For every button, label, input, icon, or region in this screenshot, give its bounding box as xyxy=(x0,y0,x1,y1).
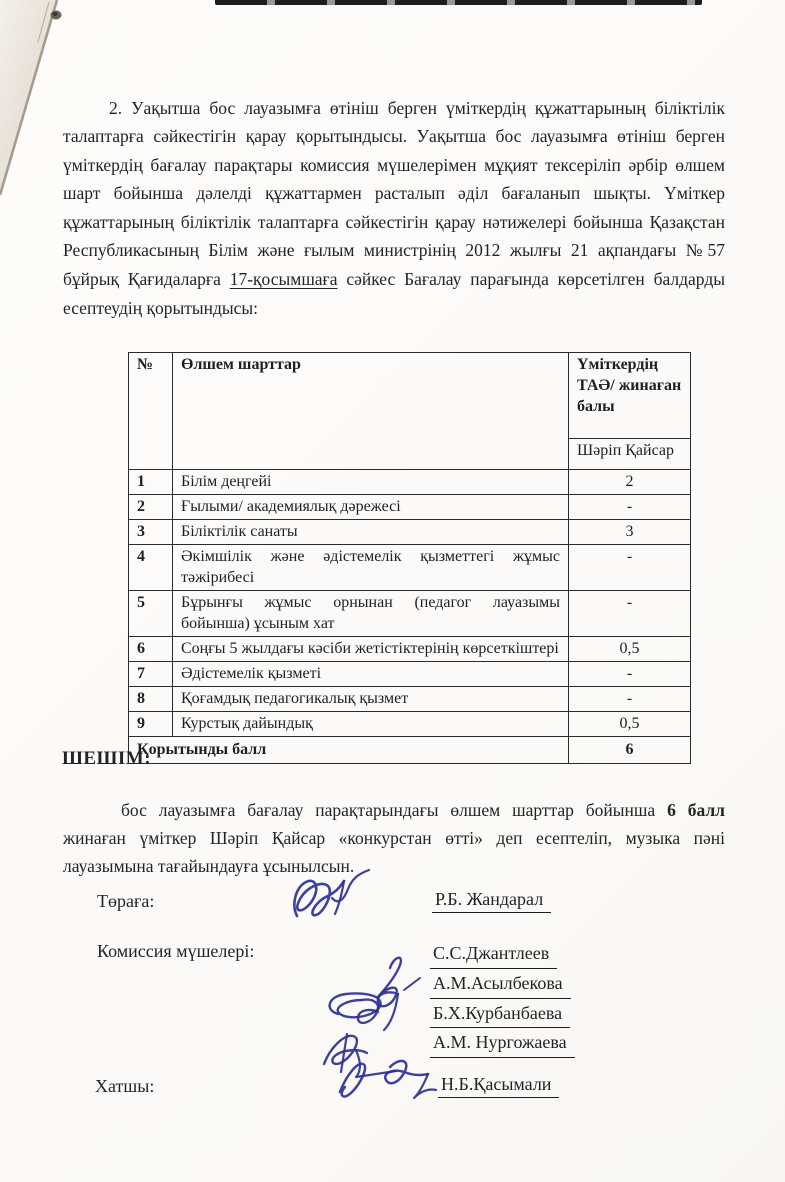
candidate-name-cell: Шәріп Қайсар xyxy=(569,439,691,470)
staple-hole-icon xyxy=(51,11,62,20)
table-header-row xyxy=(129,353,691,439)
row-number-cell: 8 xyxy=(129,687,173,712)
criteria-cell: Әкімшілік және әдістемелік қызметтегі жұмыс тәжірибесі xyxy=(173,545,569,591)
score-cell: - xyxy=(569,495,691,520)
decision-score-bold: 6 балл xyxy=(667,799,725,820)
table-row xyxy=(129,687,691,712)
scan-top-edge-artifact xyxy=(215,0,702,5)
commission-names-list xyxy=(430,939,575,1058)
commission-member-name: Б.Х.Курбанбаева xyxy=(430,999,570,1029)
score-cell: 0,5 xyxy=(569,712,691,737)
score-cell: - xyxy=(569,687,691,712)
decision-text-part1: бос лауазымға бағалау парақтарындағы өлшем шарттар бойынша xyxy=(121,799,668,820)
document-paragraph xyxy=(63,94,725,323)
scores-table xyxy=(128,352,691,764)
secretary-name: Н.Б.Қасымали xyxy=(438,1074,559,1098)
appendix-underlined-text: 17-қосымшаға xyxy=(229,269,338,290)
row-number-cell: 6 xyxy=(129,637,173,662)
table-row xyxy=(129,591,691,637)
commission-label: Комиссия мүшелері: xyxy=(97,941,255,961)
score-cell: - xyxy=(569,591,691,637)
commission-member-name: А.М. Нургожаева xyxy=(430,1028,575,1058)
commission-member-name: С.С.Джантлеев xyxy=(430,939,557,969)
decision-heading: ШЕШІМ: xyxy=(62,748,152,769)
decision-text-part2: жинаған үміткер Шәріп Қайсар «конкурстан өтті» деп есептеліп, музыка пәні лауазымына тағайындауға ұсынылсын. xyxy=(63,827,725,877)
criteria-cell: Қоғамдық педагогикалық қызмет xyxy=(173,687,569,712)
total-score-cell: 6 xyxy=(569,737,691,764)
table-row xyxy=(129,470,691,495)
total-label-cell: Қорытынды балл xyxy=(129,737,569,764)
chairman-name: Р.Б. Жандарал xyxy=(432,889,551,913)
table-row xyxy=(129,545,691,591)
table-row xyxy=(129,662,691,687)
score-cell: - xyxy=(569,662,691,687)
row-number-cell: 7 xyxy=(129,662,173,687)
criteria-cell: Курстық дайындық xyxy=(173,712,569,737)
paragraph-text-part1: 2. Уақытша бос лауазымға өтініш берген үміткердің құжаттарының біліктілік талаптарға сәйкестігін қарау қорытындысы. Уақытша бос лауазымға өтініш берген үміткердің бағалау парақтары комиссия мүшелерімен мұқият тексеріліп әрбір өлшем шарт бойынша дәлелді құжаттармен расталып әділ бағаланып шықты. Үміткер құжаттарының біліктілік талаптарға сәйкестігін қарау нәтижелері бойынша Қазақстан Республикасының Білім және ғылым министрінің 2012 жылғы 21 ақпандағы №57 бұйрық Қағидаларға xyxy=(63,97,725,290)
paragraph-text-part2: сәйкес Бағалау парағында көрсетілген балдарды есептеудің қорытындысы: xyxy=(63,269,725,318)
table-row xyxy=(129,520,691,545)
criteria-cell: Біліктілік санаты xyxy=(173,520,569,545)
row-number-cell: 3 xyxy=(129,520,173,545)
chairman-signature xyxy=(283,868,375,935)
row-number-cell: 5 xyxy=(129,591,173,637)
table-row xyxy=(129,495,691,520)
header-candidate-cell: Үміткердің ТАӘ/ жинаған балы xyxy=(569,353,691,439)
row-number-cell: 4 xyxy=(129,545,173,591)
score-cell: 0,5 xyxy=(569,637,691,662)
row-number-cell: 1 xyxy=(129,470,173,495)
secretary-signature xyxy=(328,1050,446,1113)
commission-member-name: А.М.Асылбекова xyxy=(430,969,571,999)
criteria-cell: Ғылыми/ академиялық дәрежесі xyxy=(173,495,569,520)
header-criteria-cell: Өлшем шарттар xyxy=(173,353,569,470)
row-number-cell: 2 xyxy=(129,495,173,520)
criteria-cell: Соңғы 5 жылдағы кәсіби жетістіктерінің көрсеткіштері xyxy=(173,637,569,662)
criteria-cell: Әдістемелік қызметі xyxy=(173,662,569,687)
header-num-cell: № xyxy=(129,353,173,470)
criteria-cell: Бұрынғы жұмыс орнынан (педагог лауазымы бойынша) ұсыным хат xyxy=(173,591,569,637)
secretary-label: Хатшы: xyxy=(95,1076,155,1096)
row-number-cell: 9 xyxy=(129,712,173,737)
decision-paragraph xyxy=(63,796,725,881)
score-cell: 3 xyxy=(569,520,691,545)
table-row xyxy=(129,637,691,662)
score-cell: 2 xyxy=(569,470,691,495)
table-footer-row xyxy=(129,737,691,764)
criteria-cell: Білім деңгейі xyxy=(173,470,569,495)
table-row xyxy=(129,712,691,737)
chairman-label: Төраға: xyxy=(97,891,155,911)
score-cell: - xyxy=(569,545,691,591)
